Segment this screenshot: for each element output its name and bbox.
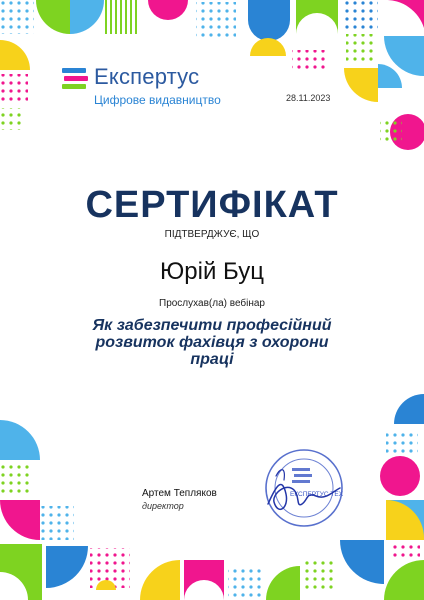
logo-mark-icon [62,68,90,90]
webinar-title: Як забезпечити професійний розвиток фахівця з охорони праці [92,317,332,368]
company-stamp [256,446,356,530]
recipient-name: Юрій Буц [160,258,264,285]
brand-logo [62,64,292,110]
signer-role: директор [142,501,184,511]
certificate-title: СЕРТИФІКАТ [85,184,339,226]
confirm-text: ПІДТВЕРДЖУЄ, ЩО [164,229,260,240]
brand-name: Експертус [94,64,200,89]
stamp-text: ЕКСПЕРТУС ТЕХ [290,491,344,498]
stamp-logo-icon [292,468,312,483]
brand-subtitle: Цифрове видавництво [94,93,221,107]
issue-date: 28.11.2023 [286,93,331,103]
signer-name: Артем Тепляков [142,488,217,499]
attended-text: Прослухав(ла) вебінар [159,298,265,309]
